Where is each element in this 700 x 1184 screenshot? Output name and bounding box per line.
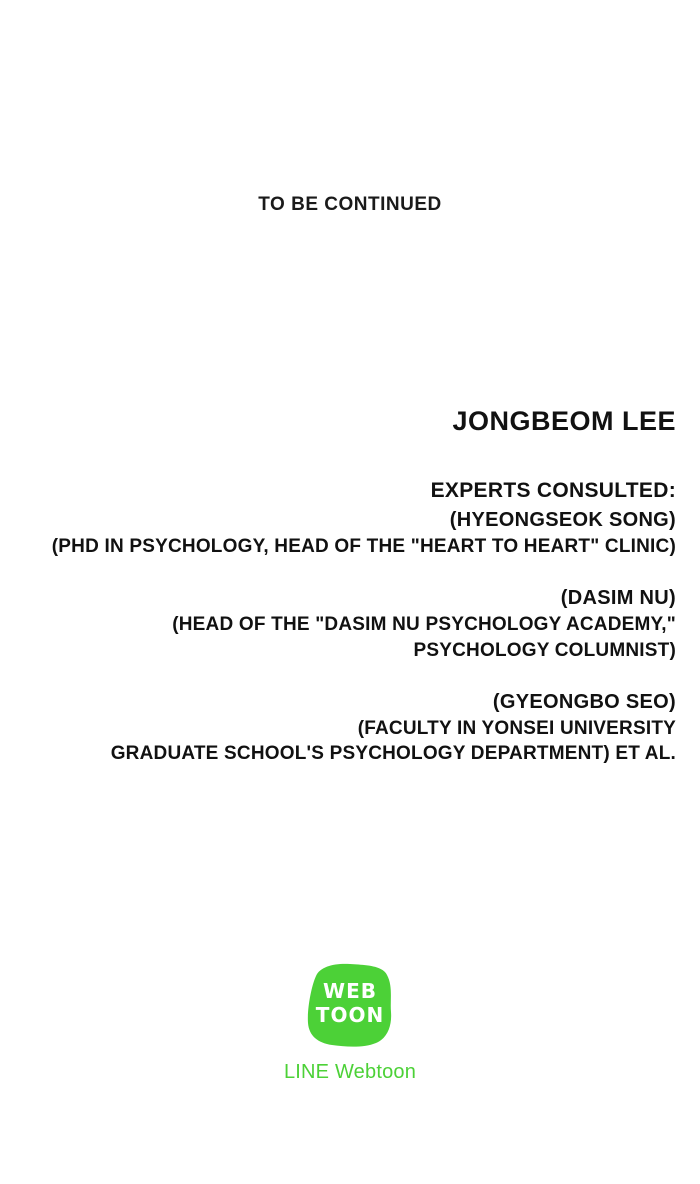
to-be-continued-text: TO BE CONTINUED <box>258 194 442 215</box>
expert-description-line-2: GRADUATE SCHOOL'S PSYCHOLOGY DEPARTMENT) ET AL. <box>110 742 676 764</box>
expert-entry <box>24 689 676 766</box>
expert-entry <box>24 507 676 559</box>
webtoon-logo-line-1: WEB <box>323 979 377 1003</box>
expert-name: (HYEONGSEOK SONG) <box>449 509 676 532</box>
webtoon-logo <box>302 960 398 1050</box>
brand-name: LINE Webtoon <box>283 1061 417 1083</box>
expert-name: (DASIM NU) <box>560 587 676 610</box>
credits-block <box>0 405 700 766</box>
expert-description: (PHD IN PSYCHOLOGY, HEAD OF THE "HEART TO HEART" CLINIC) <box>51 536 676 558</box>
expert-description-line-2: PSYCHOLOGY COLUMNIST) <box>413 639 676 661</box>
expert-name: (GYEONGBO SEO) <box>492 690 676 713</box>
experts-consulted-heading: EXPERTS CONSULTED: <box>430 479 676 503</box>
webtoon-logo-line-2: TOON <box>315 1003 385 1027</box>
expert-entry <box>24 585 676 662</box>
expert-description-line-1: (FACULTY IN YONSEI UNIVERSITY <box>357 717 676 739</box>
footer-branding <box>0 960 700 1084</box>
expert-description-line-1: (HEAD OF THE "DASIM NU PSYCHOLOGY ACADEMY," <box>172 614 676 636</box>
author-name: JONGBEOM LEE <box>452 406 676 436</box>
